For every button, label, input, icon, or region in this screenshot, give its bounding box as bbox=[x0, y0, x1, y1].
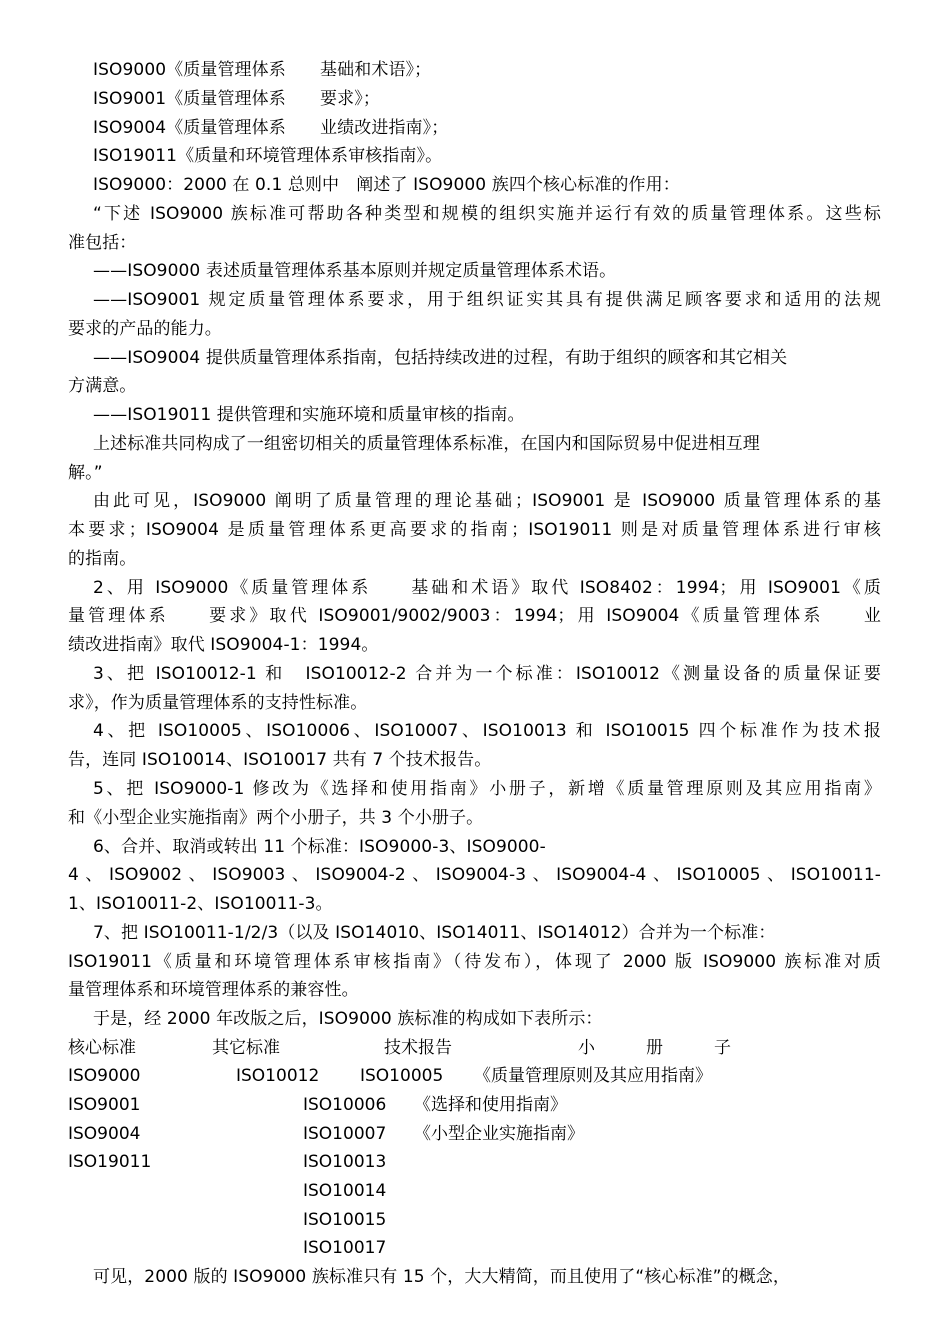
text-line: 要求的产品的能力。 bbox=[68, 319, 222, 339]
text-line: 4、ISO9002、ISO9003、ISO9004-2、ISO9004-3、ISO9004-4、ISO10005、ISO10011- bbox=[68, 865, 881, 885]
text-line: 7、把 ISO10011-1/2/3（以及 ISO14010、ISO14011、ISO14012）合并为一个标准： bbox=[93, 923, 776, 943]
text-line: ——ISO19011 提供管理和实施环境和质量审核的指南。 bbox=[93, 405, 525, 425]
table-cell-technical: ISO10005 bbox=[360, 1066, 444, 1086]
table-cell-technical: ISO10007 bbox=[303, 1124, 387, 1144]
table-cell-booklet: 《质量管理原则及其应用指南》 bbox=[474, 1066, 712, 1086]
table-header-technical: 技术报告 bbox=[384, 1038, 452, 1058]
table-cell-core: ISO9001 bbox=[68, 1095, 141, 1115]
table-cell-booklet: 《选择和使用指南》 bbox=[414, 1095, 567, 1115]
text-line: 6、合并、取消或转出 11 个标准：ISO9000-3、ISO9000- bbox=[93, 837, 546, 857]
text-line: 3、把 ISO10012-1 和 ISO10012-2 合并为一个标准：ISO10012《测量设备的质量保证要 bbox=[93, 664, 881, 684]
text-line: ISO9004《质量管理体系 业绩改进指南》； bbox=[93, 118, 449, 138]
table-cell-technical: ISO10006 bbox=[303, 1095, 387, 1115]
text-line: 解。” bbox=[68, 463, 103, 483]
table-cell-technical: ISO10014 bbox=[303, 1181, 387, 1201]
text-line: ——ISO9000 表述质量管理体系基本原则并规定质量管理体系术语。 bbox=[93, 261, 617, 281]
text-line: 4、把 ISO10005、ISO10006、ISO10007、ISO10013 和 ISO10015 四个标准作为技术报 bbox=[93, 721, 881, 741]
text-line: 方满意。 bbox=[68, 376, 137, 396]
text-line: 求》，作为质量管理体系的支持性标准。 bbox=[68, 693, 368, 713]
text-line: 量管理体系和环境管理体系的兼容性。 bbox=[68, 980, 359, 1000]
text-line: 量管理体系 要求》取代 ISO9001/9002/9003：1994；用 ISO9004《质量管理体系 业 bbox=[68, 606, 881, 626]
text-line: ——ISO9004 提供质量管理体系指南，包括持续改进的过程，有助于组织的顾客和其它相关 bbox=[93, 348, 788, 368]
text-line: 准包括： bbox=[68, 233, 137, 253]
text-line: ——ISO9001 规定质量管理体系要求，用于组织证实其具有提供满足顾客要求和适用的法规 bbox=[93, 290, 881, 310]
table-header-core: 核心标准 bbox=[68, 1038, 136, 1058]
text-line: 由此可见，ISO9000 阐明了质量管理的理论基础；ISO9001 是 ISO9000 质量管理体系的基 bbox=[93, 491, 881, 511]
table-cell-other: ISO10012 bbox=[236, 1066, 320, 1086]
table-cell-technical: ISO10017 bbox=[303, 1238, 387, 1258]
text-line: 和《小型企业实施指南》两个小册子，共 3 个小册子。 bbox=[68, 808, 484, 828]
table-cell-technical: ISO10013 bbox=[303, 1152, 387, 1172]
text-line: 2、用 ISO9000《质量管理体系 基础和术语》取代 ISO8402：1994；用 ISO9001《质 bbox=[93, 578, 881, 598]
text-line: ISO9000：2000 在 0.1 总则中 阐述了 ISO9000 族四个核心标准的作用： bbox=[93, 175, 680, 195]
table-cell-core: ISO9004 bbox=[68, 1124, 141, 1144]
text-line: 于是，经 2000 年改版之后，ISO9000 族标准的构成如下表所示： bbox=[93, 1009, 603, 1029]
text-line: 5、把 ISO9000-1 修改为《选择和使用指南》小册子，新增《质量管理原则及其应用指南》 bbox=[93, 779, 881, 799]
table-header-booklets: 小 册 子 bbox=[578, 1038, 731, 1058]
table-header-other: 其它标准 bbox=[212, 1038, 280, 1058]
text-line: ISO9001《质量管理体系 要求》； bbox=[93, 89, 380, 109]
text-line: 1、ISO10011-2、ISO10011-3。 bbox=[68, 894, 333, 914]
closing-paragraph: 可见，2000 版的 ISO9000 族标准只有 15 个，大大精简，而且使用了“核心标准”的概念， bbox=[93, 1267, 790, 1287]
text-line: 本要求；ISO9004 是质量管理体系更高要求的指南；ISO19011 则是对质量管理体系进行审核 bbox=[68, 520, 881, 540]
table-cell-core: ISO19011 bbox=[68, 1152, 152, 1172]
table-cell-core: ISO9000 bbox=[68, 1066, 141, 1086]
text-line: 的指南。 bbox=[68, 549, 137, 569]
text-line: 上述标准共同构成了一组密切相关的质量管理体系标准，在国内和国际贸易中促进相互理 bbox=[93, 434, 760, 454]
text-line: ISO9000《质量管理体系 基础和术语》； bbox=[93, 60, 432, 80]
text-line: 告，连同 ISO10014、ISO10017 共有 7 个技术报告。 bbox=[68, 750, 492, 770]
text-line: ISO19011《质量和环境管理体系审核指南》（待发布），体现了 2000 版 ISO9000 族标准对质 bbox=[68, 952, 881, 972]
table-cell-technical: ISO10015 bbox=[303, 1210, 387, 1230]
text-line: 绩改进指南》取代 ISO9004-1：1994。 bbox=[68, 635, 379, 655]
table-cell-booklet: 《小型企业实施指南》 bbox=[414, 1124, 584, 1144]
text-line: ISO19011《质量和环境管理体系审核指南》。 bbox=[93, 146, 443, 166]
text-line: “下述 ISO9000 族标准可帮助各种类型和规模的组织实施并运行有效的质量管理体系。这些标 bbox=[93, 204, 881, 224]
